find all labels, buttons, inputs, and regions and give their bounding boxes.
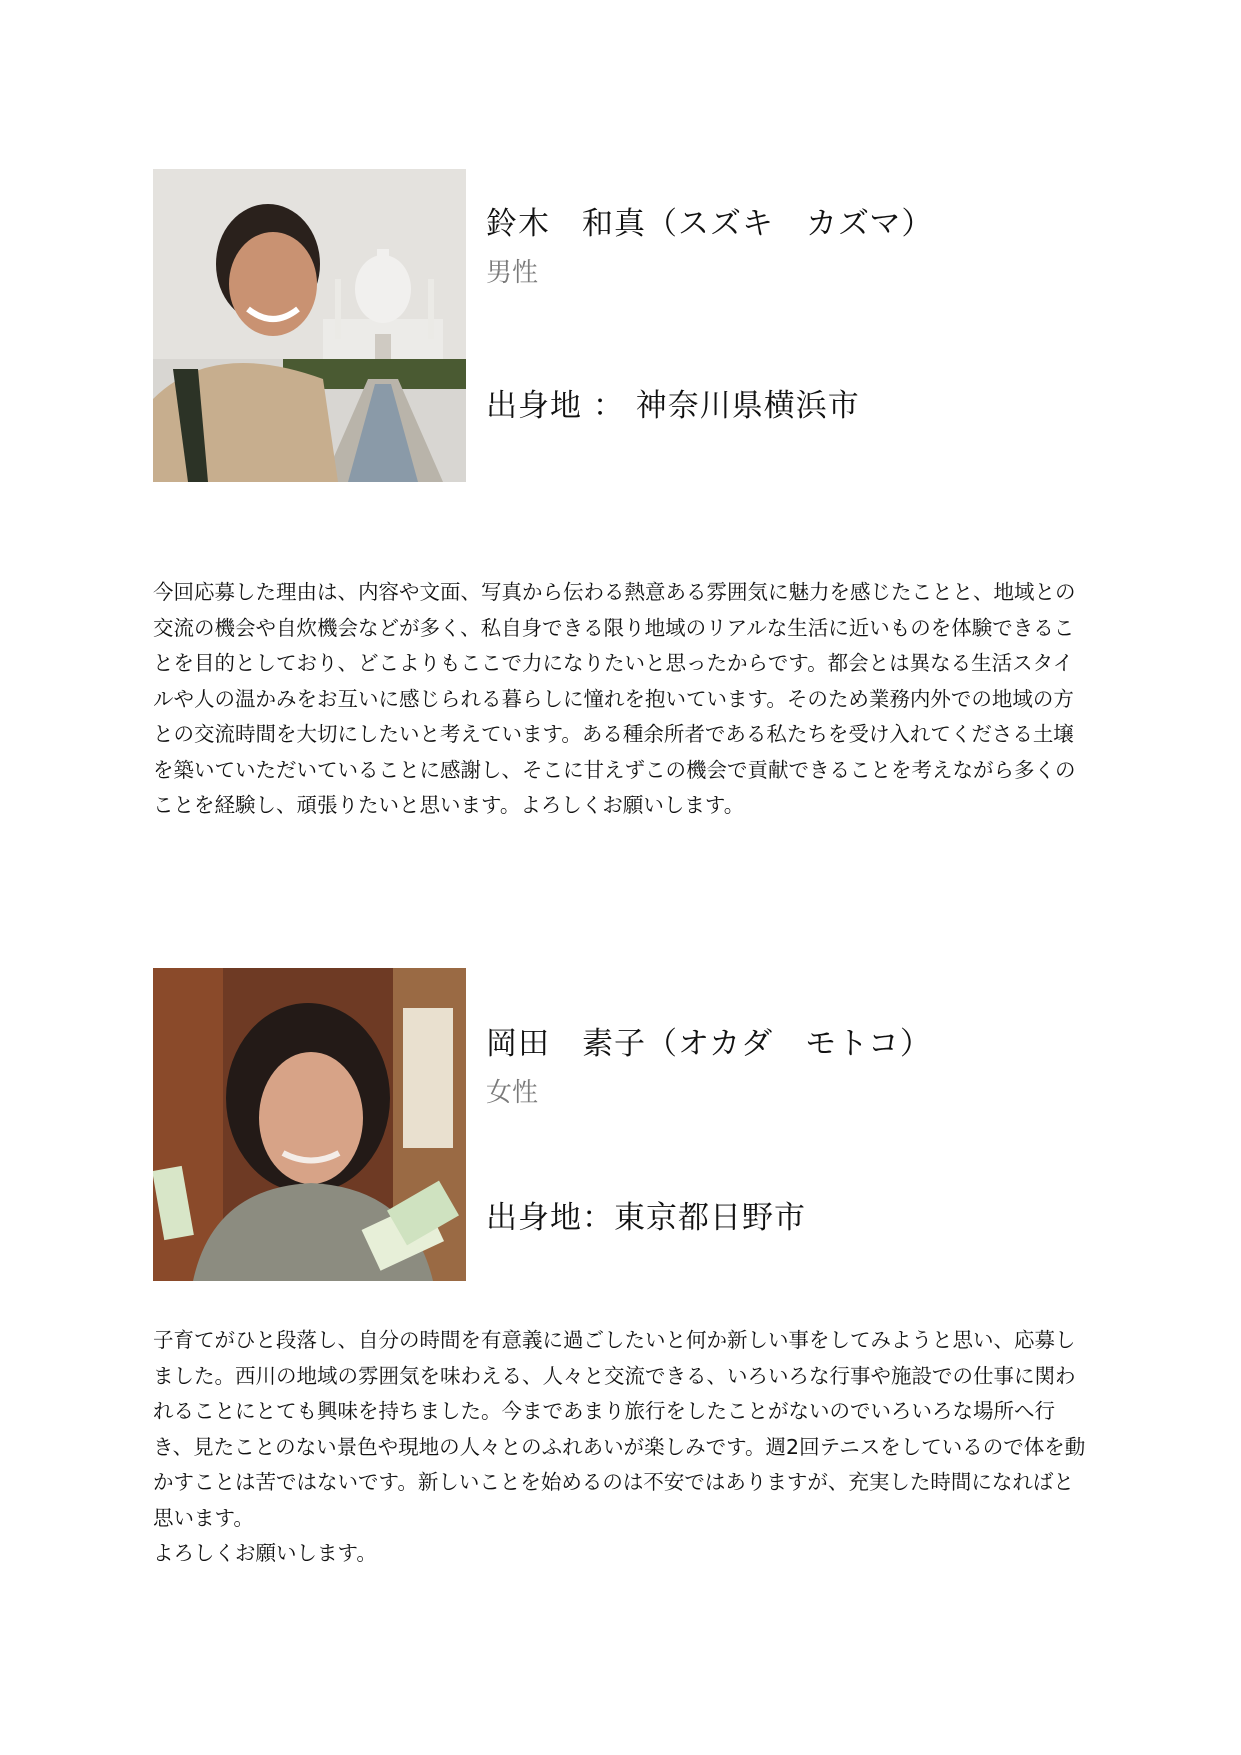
profile-photo xyxy=(153,968,466,1281)
profile-gender: 女性 xyxy=(486,1078,539,1108)
profile-bio xyxy=(153,575,1093,824)
profile-bio xyxy=(153,1323,1093,1572)
bio-paragraph: 今回応募した理由は、内容や文面、写真から伝わる熱意ある雰囲気に魅力を感じたことと、地域との交流の機会や自炊機会などが多く、私自身できる限り地域のリアルな生活に近いものを体験できることを目的としており、どこよりもここで力になりたいと思ったからです。都会とは異なる生活スタイルや人の温かみをお互いに感じられる暮らしに憧れを抱いています。そのため業務内外での地域の方との交流時間を大切にしたいと考えています。ある種余所者である私たちを受け入れてくださる土壌を築いていただいていることに感謝し、そこに甘えずこの機会で貢献できることを考えながら多くのことを経験し、頑張りたいと思います。よろしくお願いします。 xyxy=(153,580,1076,817)
profile-gender: 男性 xyxy=(486,258,539,288)
portrait-photo-taj-mahal xyxy=(153,169,466,482)
profile-origin: 出身地：東京都日野市 xyxy=(486,1200,806,1236)
profile-photo xyxy=(153,169,466,482)
bio-closing: よろしくお願いします。 xyxy=(153,1541,377,1565)
profile-name: 鈴木 和真（スズキ カズマ） xyxy=(486,206,934,242)
profile-origin: 出身地 ： 神奈川県横浜市 xyxy=(486,388,860,424)
profile-name: 岡田 素子（オカダ モトコ） xyxy=(486,1026,932,1062)
portrait-photo-woman xyxy=(153,968,466,1281)
bio-paragraph: 子育てがひと段落し、自分の時間を有意義に過ごしたいと何か新しい事をしてみようと思い、応募しました。西川の地域の雰囲気を味わえる、人々と交流できる、いろいろな行事や施設での仕事に関われることにとても興味を持ちました。今まであまり旅行をしたことがないのでいろいろな場所へ行き、見たことのない景色や現地の人々とのふれあいが楽しみです。週2回テニスをしているので体を動かすことは苦ではないです。新しいことを始めるのは不安ではありますが、充実した時間になればと思います。 xyxy=(153,1328,1086,1530)
